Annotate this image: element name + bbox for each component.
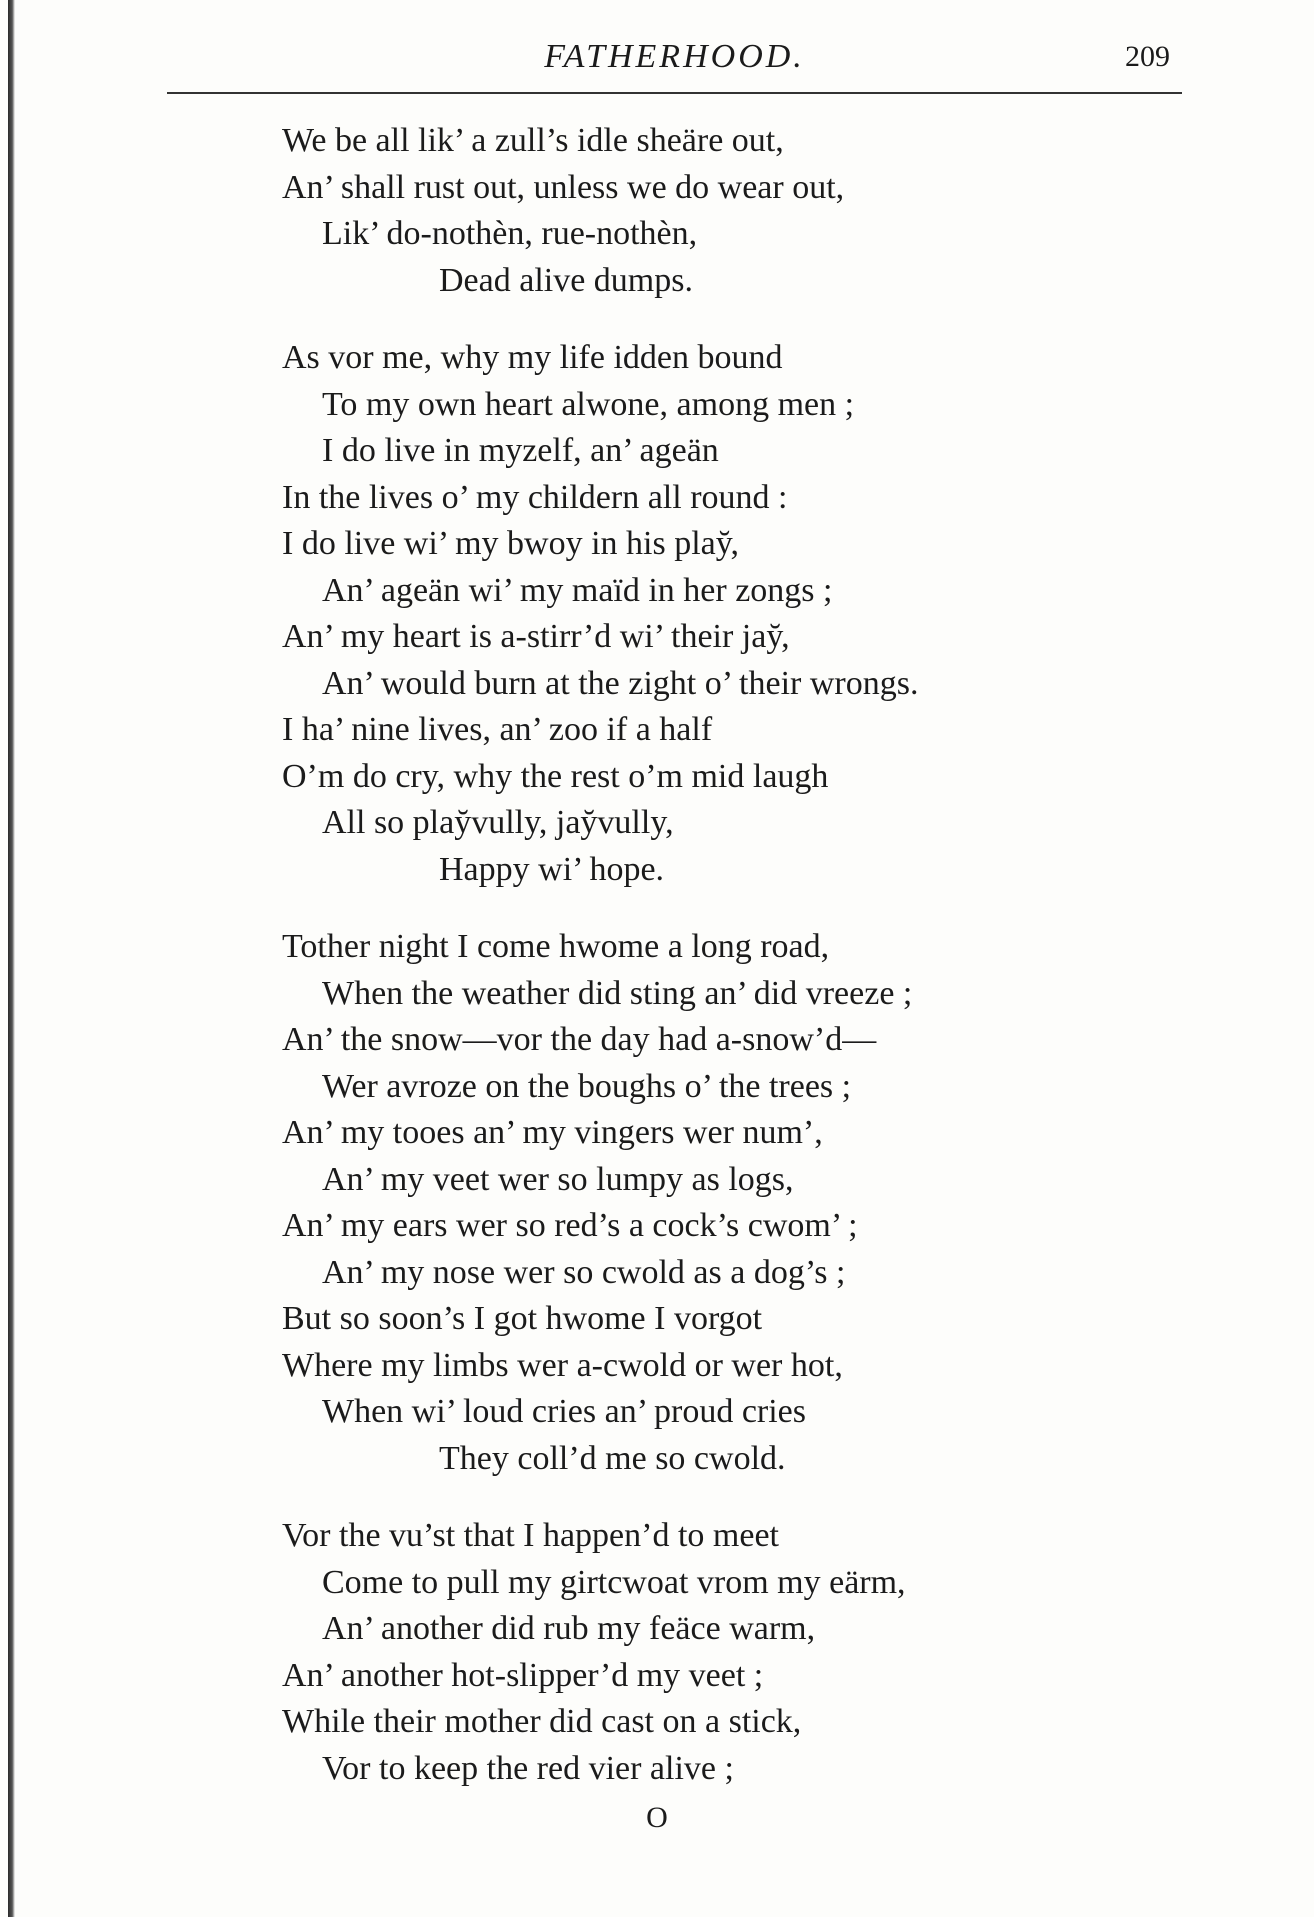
stanza xyxy=(282,118,1182,304)
poem-line: But so soon’s I got hwome I vorgot xyxy=(282,1300,763,1337)
poem-line: In the lives o’ my childern all round : xyxy=(282,478,788,516)
poem-line: Vor to keep the red vier alive ; xyxy=(322,1749,734,1787)
poem-line: An’ ageän wi’ my maïd in her zongs ; xyxy=(322,571,833,609)
poem-line: I do live wi’ my bwoy in his play̆, xyxy=(282,525,740,562)
poem-line: To my own heart alwone, among men ; xyxy=(322,385,855,423)
poem-line: An’ my heart is a-stirr’d wi’ their jay̆, xyxy=(282,618,790,655)
poem-line: As vor me, why my life idden bound xyxy=(282,339,783,376)
poem-line: An’ another hot-slipper’d my veet ; xyxy=(282,1656,764,1694)
poem-line: We be all lik’ a zull’s idle sheäre out, xyxy=(282,122,784,159)
stanza xyxy=(282,335,1182,893)
poem-line: When wi’ loud cries an’ proud cries xyxy=(322,1393,807,1430)
signature-mark: O xyxy=(646,1801,668,1834)
poem-line: An’ the snow—vor the day had a-snow’d— xyxy=(282,1021,877,1058)
poem-line: Happy wi’ hope. xyxy=(439,850,665,888)
poem-line: Where my limbs wer a-cwold or wer hot, xyxy=(282,1346,843,1384)
poem-line: I do live in myzelf, an’ ageän xyxy=(322,432,719,469)
poem-line: An’ my nose wer so cwold as a dog’s ; xyxy=(322,1253,846,1291)
poem-line: An’ would burn at the zight o’ their wrongs. xyxy=(322,664,919,702)
poem-line: While their mother did cast on a stick, xyxy=(282,1703,802,1740)
poem-line: Come to pull my girtcwoat vrom my eärm, xyxy=(322,1563,906,1601)
poem-body xyxy=(282,118,1182,1823)
poem-line: They coll’d me so cwold. xyxy=(439,1439,786,1477)
poem-line: When the weather did sting an’ did vreeze ; xyxy=(322,974,913,1012)
poem-line: Tother night I come hwome a long road, xyxy=(282,928,830,965)
poem-line: I ha’ nine lives, an’ zoo if a half xyxy=(282,711,713,748)
poem-line: An’ my tooes an’ my vingers wer num’, xyxy=(282,1114,823,1151)
poem-line: An’ my ears wer so red’s a cock’s cwom’ ; xyxy=(282,1207,858,1244)
running-head: FATHERHOOD. xyxy=(544,38,805,75)
poem-line: All so play̆vully, jay̆vully, xyxy=(322,804,674,841)
poem-line: Dead alive dumps. xyxy=(439,261,693,299)
poem-line: An’ shall rust out, unless we do wear out, xyxy=(282,168,845,206)
poem-line: An’ another did rub my feäce warm, xyxy=(322,1610,816,1647)
page-number: 209 xyxy=(1125,40,1170,73)
header-rule xyxy=(167,92,1182,94)
poem-line: Wer avroze on the boughs o’ the trees ; xyxy=(322,1067,852,1105)
stanza xyxy=(282,1513,1182,1792)
binding-edge xyxy=(8,0,15,1917)
poem-line: O’m do cry, why the rest o’m mid laugh xyxy=(282,757,829,795)
poem-line: Vor the vu’st that I happen’d to meet xyxy=(282,1517,779,1554)
stanza xyxy=(282,924,1182,1482)
poem-line: An’ my veet wer so lumpy as logs, xyxy=(322,1160,794,1198)
page-header xyxy=(167,32,1182,102)
poem-line: Lik’ do-nothèn, rue-nothèn, xyxy=(322,215,698,252)
